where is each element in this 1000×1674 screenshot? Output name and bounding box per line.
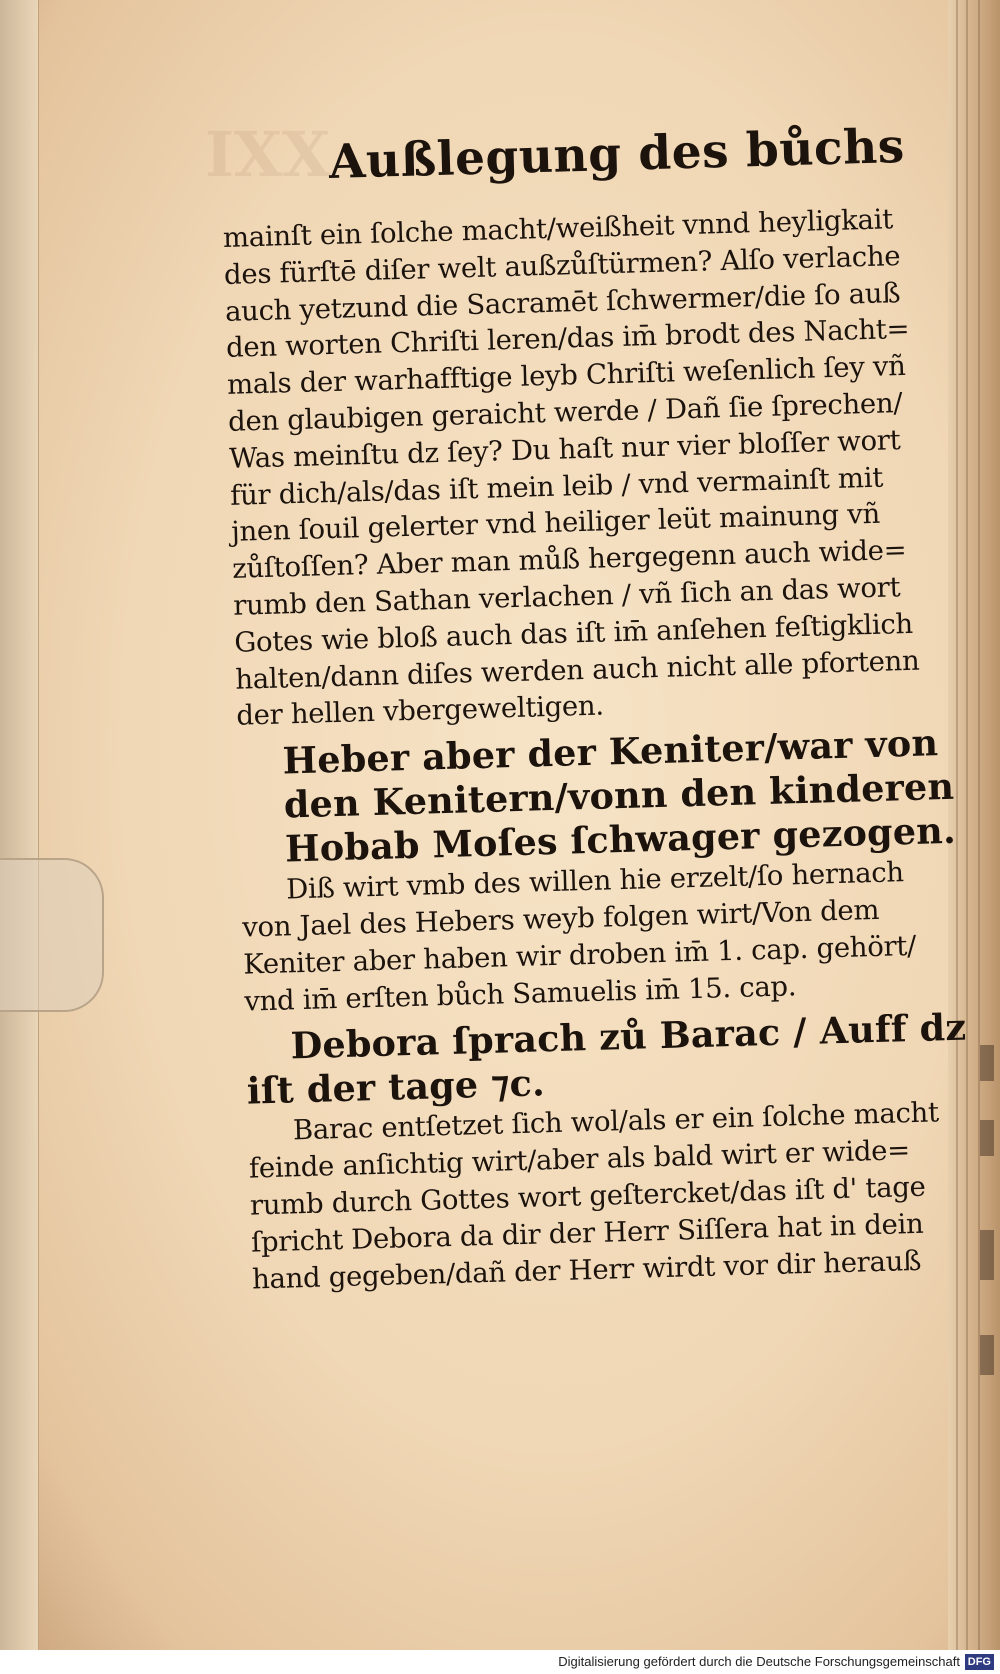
text-line: den glaubigen geraicht werde / Dañ ſie ſprechen/ [227, 387, 903, 438]
text-line: Gotes wie bloß auch das iſt im̄ anſehen feſtigklich [233, 607, 914, 659]
heading-line: Debora ſprach zů Barac / Auff dz [290, 1005, 967, 1068]
text-line: des fürſtē diſer welt außzůſtürmen? Alſo verlache [223, 239, 901, 291]
text-line: halten/dann diſes werden auch nicht alle pfortenn [234, 644, 920, 696]
marginal-ink [980, 1045, 994, 1081]
page-edge-strip [966, 0, 968, 1650]
text-line: vnd im̄ erſten bůch Samuelis im̄ 15. cap. [243, 969, 797, 1018]
text-line: zůſtoſſen? Aber man můß hergegenn auch wide= [231, 534, 907, 585]
right-page-edges [948, 0, 1000, 1650]
marginal-ink [980, 1230, 994, 1280]
text-line: mals der warhafftige leyb Chriſti weſenlich ſey vñ [226, 350, 907, 402]
text-line: jnen ſouil gelerter vnd heiliger leüt mainung vñ [230, 498, 881, 549]
paragraph-2 [241, 854, 935, 1020]
heading-line: iſt der tage ⁊c. [246, 1061, 546, 1113]
text-line: für dich/als/das iſt mein leib / vnd vermainſt mit [229, 461, 884, 512]
text-line: rumb den Sathan verlachen / vñ ſich an das wort [232, 571, 901, 622]
bleed-through-text: IXX [205, 118, 331, 191]
text-line: den worten Chriſti leren/das im̄ brodt des Nacht= [225, 313, 910, 365]
marginal-ink [980, 1120, 994, 1156]
page-edge-strip [956, 0, 958, 1650]
heading-line: Hobab Moſes ſchwager gezogen. [284, 808, 957, 871]
paragraph-3 [247, 1095, 942, 1298]
heading-line: den Kenitern/vonn den kinderen [283, 764, 955, 827]
digitization-footer [0, 1650, 1000, 1674]
paragraph-1 [223, 201, 927, 735]
left-page-edge [0, 0, 39, 1650]
text-line: ſpricht Debora da dir der Herr Siſſera hat in dein [250, 1207, 924, 1259]
text-line: feinde anſichtig wirt/aber als bald wirt er wide= [248, 1134, 911, 1185]
page-edge-strip [978, 0, 980, 1650]
text-line: Diß wirt vmb des willen hie erzelt/ſo hernach [285, 856, 905, 906]
text-line: Barac entſetzet ſich wol/als er ein ſolche macht [292, 1096, 940, 1147]
dfg-logo: DFG [965, 1654, 994, 1670]
heading-line: Heber aber der Keniter/war von [282, 721, 939, 783]
text-line: von Jael des Hebers weyb folgen wirt/Von dem [241, 893, 880, 944]
text-line: hand gegeben/dañ der Herr wirdt vor dir herauß [251, 1244, 922, 1296]
text-line: der hellen vbergeweltigen. [235, 689, 605, 733]
text-line: Keniter aber haben wir droben im̄ 1. cap. gehört/ [242, 929, 917, 981]
text-line: Was meinſtu dz ſey? Du haſt nur vier bloſſer wort [228, 423, 901, 475]
text-block [220, 111, 967, 1298]
section-heading-1 [237, 721, 957, 873]
text-line: auch yetzund die Sacramēt ſchwermer/die ſo auß [224, 276, 901, 328]
marginal-ink [980, 1335, 994, 1375]
text-line: mainſt ein ſolche macht/weißheit vnnd heyligkait [222, 203, 894, 254]
funding-credit: Digitalisierung gefördert durch die Deutsche Forschungsgemeinschaft [558, 1654, 960, 1669]
page-clip [0, 858, 104, 1012]
running-head: Außlegung des bůchs [328, 118, 906, 190]
text-line: rumb durch Gottes wort geſtercket/das iſt d' tage [249, 1170, 926, 1222]
